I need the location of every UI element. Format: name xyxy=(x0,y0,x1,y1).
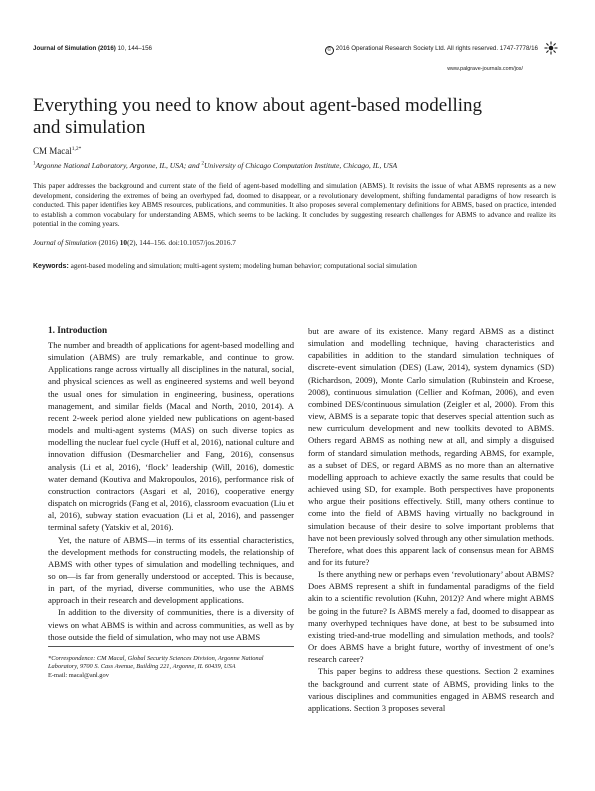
paragraph: In addition to the diversity of communities, there is a diversity of views on what ABMS is within and across communities, as well as by those outside the field of simulation, who may not use ABMS xyxy=(48,607,294,642)
keywords-label: Keywords: xyxy=(33,263,69,270)
running-header xyxy=(33,41,558,57)
keywords xyxy=(33,261,556,272)
paragraph: Yet, the nature of ABMS—in terms of its essential characteristics, the development methods for constructing models, the relationship of ABMS with other types of simulation and modelling techniques, and so on—is far from generally understood or accepted. This is because, in part, of the myriad, diverse communities, who use the ABMS approach in their research and development applications. xyxy=(48,534,294,606)
paragraph: Is there anything new or perhaps even ‘revolutionary’ about ABMS? Does ABMS represent a shift in fundamental paradigms of the field akin to a scientific revolution (Kuhn, 2012)? And where might ABMS be going in the future? Is ABMS merely a fad, doomed to disappear as many overhyped techniques have done, at best to be subsumed into existing tried-and-true modelling and simulation methods, and tools? Or does ABMS have a bright future, worthy of investment of one’s research career? xyxy=(308,569,554,665)
paper-title: Everything you need to know about agent-based modelling and simulation xyxy=(33,95,483,138)
section-heading-introduction: 1. Introduction xyxy=(48,325,108,335)
publisher-logo-icon xyxy=(544,41,558,55)
body-column-left xyxy=(48,339,294,643)
correspondence-note: *Correspondence: CM Macal, Global Security Sciences Division, Argonne National Laboratory, 9700 S. Cass Avenue, Building 221, Argonne, IL 60439, USA xyxy=(48,655,264,671)
author-name: CM Macal xyxy=(33,146,72,156)
volume-pages: 10, 144–156 xyxy=(117,45,153,52)
paragraph: This paper begins to address these questions. Section 2 examines the background and current state of ABMS, providing links to the various disciplines and communities engaged in ABMS research and applications. Section 3 proposes several xyxy=(308,666,554,713)
abstract: This paper addresses the background and current state of the field of agent-based modelling and simulation (ABMS). It revisits the issue of what ABMS represents as a new development, considering the extremes of being an overhyped fad, doomed to disappear, or a revolutionary development, shifting fundamental paradigms of how research is conducted. This paper identifies key ABMS resources, publications, and communities. It also proposes several complementary definitions for ABMS, based on practice, intended to establish a common vocabulary for understanding ABMS, which seems to be lacking. It concludes by suggesting research challenges for ABMS to advance and realize its potential in the coming years. xyxy=(33,181,556,229)
footnote-rule xyxy=(48,646,294,647)
body-column-right xyxy=(308,325,554,714)
author-line xyxy=(33,146,81,156)
copyright-icon: © xyxy=(325,46,334,55)
copyright-line: © 2016 Operational Research Society Ltd. All rights reserved. 1747-7778/16 xyxy=(325,45,538,55)
author-affiliation-marks: 1,2* xyxy=(71,146,82,152)
email-line[interactable]: E-mail: macal@anl.gov xyxy=(48,671,109,679)
journal-name: Journal of Simulation (2016) 10, 144–156 xyxy=(33,45,153,52)
footnote xyxy=(48,655,294,680)
citation-line: Journal of Simulation (2016) 10(2), 144–156. doi:10.1057/jos.2016.7 xyxy=(33,238,236,247)
affiliations: $^1$Argonne National Laboratory, Argonne, IL, USA; and $^2$University of Chicago Computation Institute, Chicago, IL, USA xyxy=(33,161,398,170)
journal-url[interactable]: www.palgrave-journals.com/jos/ xyxy=(447,66,523,72)
keywords-text: agent-based modeling and simulation; multi-agent system; modeling human behavior; computational social simulation xyxy=(70,261,417,270)
paragraph: but are aware of its existence. Many regard ABMS as a distinct simulation and modelling technique, having characteristics and capabilities in addition to the standard simulation techniques of discrete-event simulation (DES) (Law, 2014), system dynamics (SD) (Richardson, 2009), Monte Carlo simulation (Rubinstein and Kroese, 2008), continuous simulation (Cellier and Kofman, 2006), and even combined DES/continuous simulation (Zeigler et al, 2000). From this view, ABMS is a separate topic that deserves special attention such as new curriculum development and new toolkits devoted to ABMS. Others regard ABMS as nothing new at all, and simply a disguised form of standard simulation methods, regarding ABMS, for example, as a subset of DES, or regard ABMS as no more than an alternative modelling approach to achieve exactly the same results that could be achieved using SD, for example. Both perspectives have proponents who argue their positions effectively. Still, many others continue to come into the field of ABMS having virtually no background in simulation because of their desire to solve important problems that have not been previously solved through any other simulation methods. Therefore, what does this apparent lack of consensus mean for ABMS and for its future? xyxy=(308,326,554,567)
paragraph: The number and breadth of applications for agent-based modelling and simulation (ABMS) are truly remarkable, and continue to grow. Applications range across virtually all disciplines in the natural, social, and physical sciences as well as engineered systems and well beyond the usual ones for simulation in engineering, business, operations management, and similar fields (Macal and North, 2010, 2014). A recent 2-week period alone yielded new publications on agent-based models and multi-agent systems (MAS) on such diverse topics as modelling the nuclear fuel cycle (Huff et al, 2016), national culture and innovation diffusion (Desmarchelier and Fang, 2016), consensus analysis (Li et al, 2016), ‘flock’ leadership (Will, 2016), domestic water demand (Koutiva and Makropoulos, 2016), performance risk of construction contractors (Asgari et al, 2016), cooperative energy dispatch on microgrids (Fang et al, 2016), classroom evacuation (Liu et al, 2016), subway station evacuation (Li et al, 2016), and passenger terminal safety (Yatskiv et al, 2016). xyxy=(48,340,294,533)
